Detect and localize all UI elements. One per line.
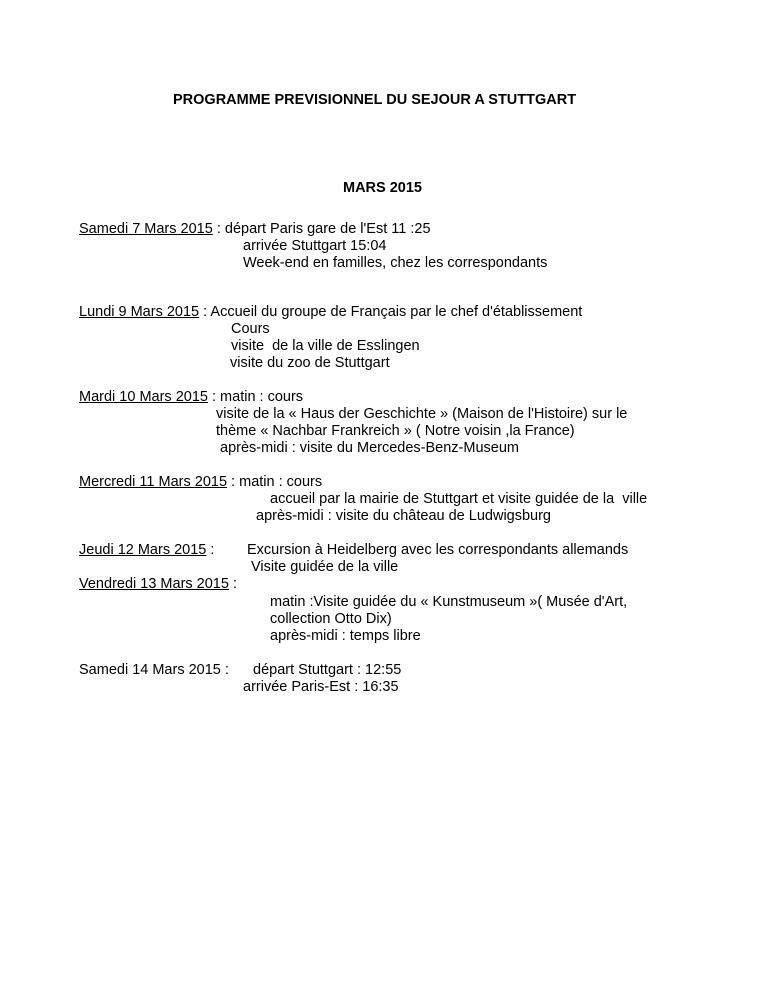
day-separator: : (206, 542, 215, 558)
schedule-line: collection Otto Dix) (270, 611, 392, 627)
day-separator: : (207, 389, 221, 405)
schedule-line: thème « Nachbar Frankreich » ( Notre voisin ,la France) (216, 423, 575, 439)
day-label: Lundi 9 Mars 2015 (79, 304, 200, 320)
day-separator: : (212, 221, 225, 237)
schedule-day-samedi-14: Samedi 14 Mars 2015 : (79, 662, 229, 678)
schedule-line: matin : cours (239, 474, 323, 490)
schedule-line: visite du zoo de Stuttgart (230, 355, 390, 371)
schedule-day-lundi-9 (79, 304, 582, 321)
schedule-line: après-midi : temps libre (270, 628, 421, 644)
schedule-line: visite de la ville de Esslingen (231, 338, 420, 354)
schedule-day-mercredi-11 (79, 474, 322, 491)
schedule-line: Week-end en familles, chez les correspondants (243, 255, 548, 271)
day-label: Mardi 10 Mars 2015 (79, 389, 208, 405)
schedule-line: arrivée Paris-Est : 16:35 (243, 679, 399, 695)
schedule-line: accueil par la mairie de Stuttgart et visite guidée de la ville (270, 491, 648, 507)
schedule-line: Visite guidée de la ville (251, 559, 399, 575)
schedule-line: arrivée Stuttgart 15:04 (243, 238, 387, 254)
day-label: Jeudi 12 Mars 2015 (79, 542, 207, 558)
day-label: Mercredi 11 Mars 2015 (79, 474, 228, 490)
schedule-line: départ Paris gare de l'Est 11 :25 (224, 221, 431, 237)
schedule-line: départ Stuttgart : 12:55 (253, 662, 402, 678)
day-label: Samedi 7 Mars 2015 (79, 221, 213, 237)
day-separator: : (227, 474, 240, 490)
schedule-day-mardi-10 (79, 389, 303, 406)
schedule-line: Excursion à Heidelberg avec les correspondants allemands (247, 542, 629, 558)
schedule-line: Cours (231, 321, 270, 337)
schedule-line: matin :Visite guidée du « Kunstmuseum »( Musée d'Art, (270, 594, 628, 610)
day-separator: : (228, 576, 237, 592)
schedule-day-vendredi-13 (79, 576, 237, 593)
schedule-day-jeudi-12 (79, 542, 214, 559)
document-title: PROGRAMME PREVISIONNEL DU SEJOUR A STUTTGART (173, 92, 577, 108)
day-separator: : (199, 304, 211, 320)
schedule-line: visite de la « Haus der Geschichte » (Maison de l'Histoire) sur le (216, 406, 628, 422)
schedule-line: Accueil du groupe de Français par le chef d'établissement (210, 304, 583, 320)
document-subtitle: MARS 2015 (343, 180, 422, 196)
schedule-line: matin : cours (220, 389, 304, 405)
day-label: Vendredi 13 Mars 2015 (79, 576, 229, 592)
schedule-line: après-midi : visite du Mercedes-Benz-Museum (220, 440, 519, 456)
schedule-line: après-midi : visite du château de Ludwigsburg (256, 508, 551, 524)
schedule-day-samedi-7 (79, 221, 431, 238)
